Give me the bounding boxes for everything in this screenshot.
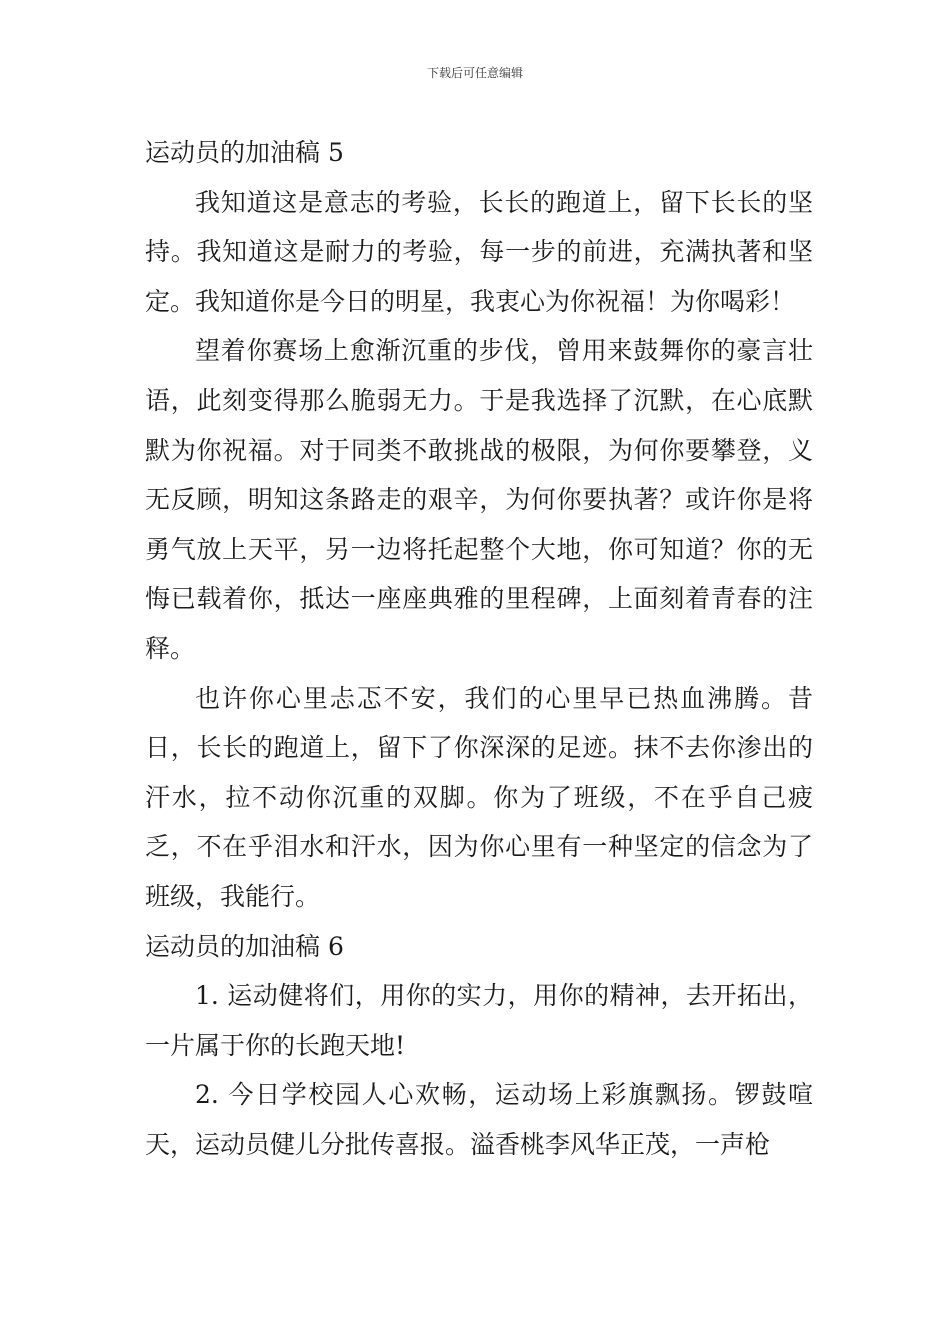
paragraph: 也许你心里忐忑不安，我们的心里早已热血沸腾。昔日，长长的跑道上，留下了你深深的足迹。抹不去你渗出的汗水，拉不动你沉重的双脚。你为了班级，不在乎自己疲乏，不在乎泪水和汗水，因为你心里有一种坚定的信念为了班级，我能行。 [145,683,813,911]
paragraph: 1. 运动健将们，用你的实力，用你的精神，去开拓出，一片属于你的长跑天地! [145,981,813,1060]
paragraph: 望着你赛场上愈渐沉重的步伐，曾用来鼓舞你的豪言壮语，此刻变得那么脆弱无力。于是我选择了沉默，在心底默默为你祝福。对于同类不敢挑战的极限，为何你要攀登，义无反顾，明知这条路走的艰辛，为何你要执著？或许你是将勇气放上天平，另一边将托起整个大地，你可知道？你的无悔已载着你，抵达一座座典雅的里程碑，上面刻着青春的注释。 [145,336,813,663]
section-title: 运动员的加油稿 5 [145,138,344,167]
paragraph: 我知道这是意志的考验，长长的跑道上，留下长长的坚持。我知道这是耐力的考验，每一步的前进，充满执著和坚定。我知道你是今日的明星，我衷心为你祝福！为你喝彩！ [145,187,813,316]
paragraph: 2. 今日学校园人心欢畅，运动场上彩旗飘扬。锣鼓喧天，运动员健儿分批传喜报。溢香桃李风华正茂，一声枪 [145,1080,813,1159]
document-body [145,128,813,1169]
section-title: 运动员的加油稿 6 [145,931,344,961]
header-note: 下载后可任意编辑 [426,66,523,80]
